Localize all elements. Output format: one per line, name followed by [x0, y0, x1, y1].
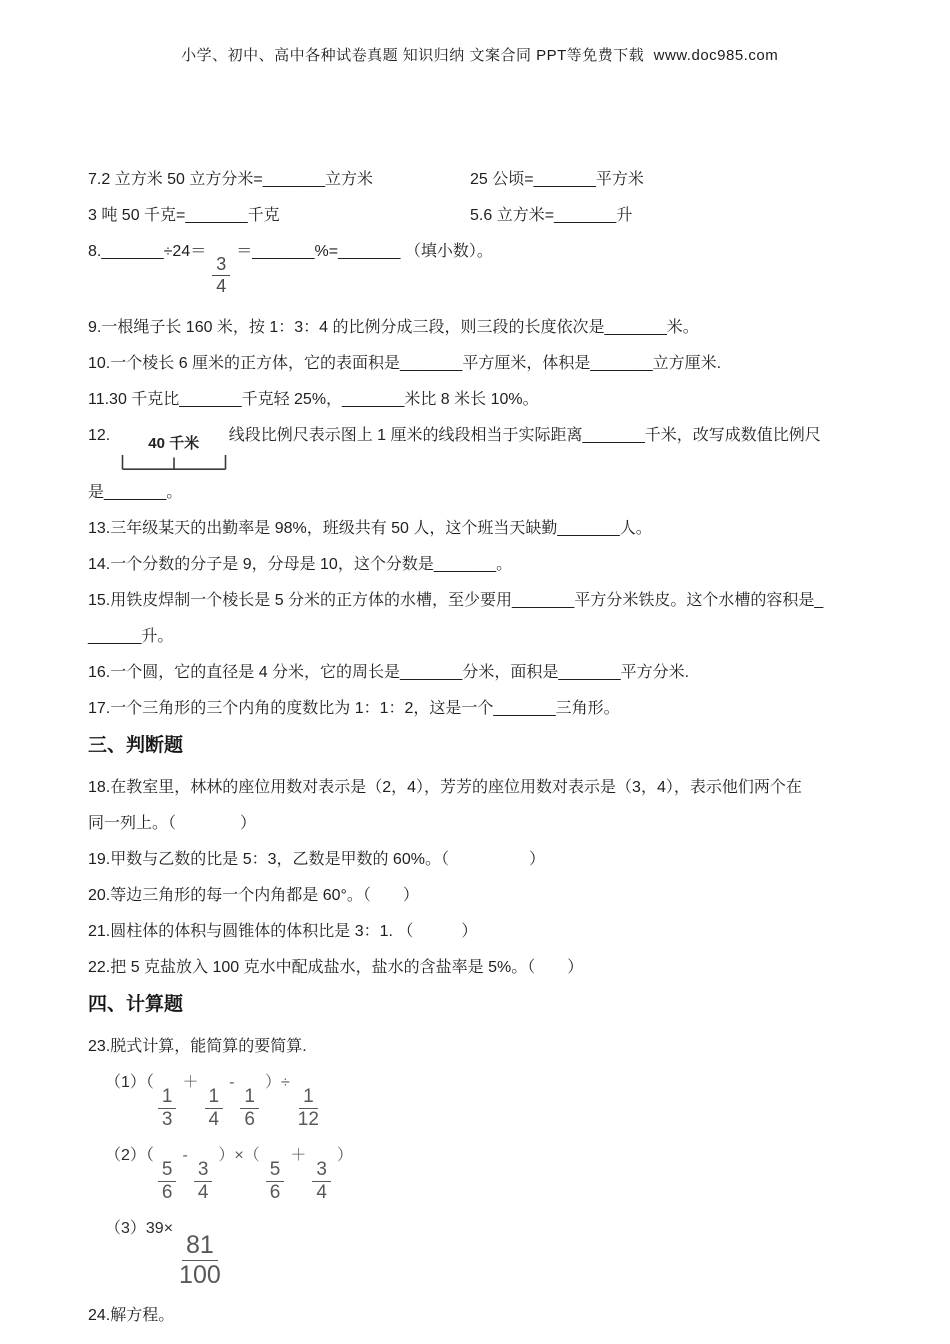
scale-bar-figure: [121, 435, 227, 471]
question-24: [88, 1305, 888, 1326]
fraction: [296, 1087, 321, 1131]
text-run: 22.把 5 克盐放入 100 克水中配成盐水，盐水的含盐率是 5%。（ ）: [88, 958, 584, 976]
text-run: 15.用铁皮焊制一个棱长是 5 分米的正方体的水槽，至少要用_______平方分米铁皮。这个水槽的容积是_: [88, 591, 824, 609]
fraction-denominator: 4: [216, 276, 227, 297]
question-23-expr-2: [88, 1145, 888, 1204]
question-11: [88, 389, 888, 410]
text-run: 11.30 千克比_______千克轻 25%，_______米比 8 米长 10%。: [88, 390, 539, 408]
text-run: ＋: [290, 1146, 307, 1164]
text-run: 12.: [88, 426, 115, 444]
text-run: 9.一根绳子长 160 米，按 1：3：4 的比例分成三段，则三段的长度依次是_______米。: [88, 318, 699, 336]
text-run: -: [229, 1073, 235, 1091]
question-8: [88, 241, 888, 297]
text-run: 5.6 立方米=_______升: [470, 207, 633, 224]
question-9: [88, 317, 888, 338]
text-run: 8._______÷24＝: [88, 243, 207, 260]
text-run: 同一列上。（ ）: [88, 814, 257, 832]
question-15: [88, 590, 888, 611]
fraction-numerator: 5: [158, 1160, 177, 1183]
question-23-expr-1: [88, 1072, 888, 1131]
text-run: 25 公顷=_______平方米: [470, 171, 644, 188]
fraction-numerator: 5: [266, 1160, 285, 1183]
fraction: [240, 1087, 259, 1131]
fraction-denominator: 4: [316, 1182, 327, 1204]
text-run: （3）39×: [105, 1219, 174, 1237]
fraction: [212, 255, 230, 297]
text-run: 10.一个棱长 6 厘米的正方体，它的表面积是_______平方厘米，体积是_______立方厘米.: [88, 354, 722, 372]
text-run: 16.一个圆，它的直径是 4 分米，它的周长是_______分米，面积是_______平方分米.: [88, 663, 690, 681]
text-run: 是_______。: [88, 483, 183, 501]
question-15-line2: [88, 626, 888, 647]
fraction-numerator: 3: [312, 1160, 331, 1183]
text-run: （1）（: [105, 1073, 154, 1091]
question-19: [88, 849, 888, 870]
text-run: ＋: [182, 1073, 199, 1091]
text-run: 14.一个分数的分子是 9，分母是 10，这个分数是_______。: [88, 555, 513, 573]
fraction-denominator: 6: [244, 1109, 255, 1131]
question-21: [88, 921, 888, 942]
text-run: ＝_______%=_______ （填小数）。: [236, 243, 493, 260]
question-16: [88, 662, 888, 683]
question-12-line2: [88, 482, 888, 503]
text-run: ）×（: [218, 1146, 260, 1164]
fraction: [266, 1160, 285, 1204]
question-22: [88, 957, 888, 978]
question-18: [88, 777, 888, 798]
section-heading-judgment: [88, 734, 888, 758]
site-header-text: 小学、初中、高中各种试卷真题 知识归纳 文案合同 PPT等免费下载 www.doc985.com: [181, 47, 779, 64]
question-18-line2: [88, 813, 888, 834]
text-run: -: [182, 1146, 188, 1164]
fraction-denominator: 6: [269, 1182, 281, 1204]
fraction-denominator: 4: [208, 1109, 220, 1131]
question-23: [88, 1036, 888, 1057]
text-run: 13.三年级某天的出勤率是 98%，班级共有 50 人，这个班当天缺勤_______人。: [88, 519, 652, 537]
fraction-numerator: 1: [299, 1087, 318, 1110]
fraction-numerator: 3: [212, 255, 230, 276]
text-run: ）÷: [264, 1073, 290, 1091]
text-run: 20.等边三角形的每一个内角都是 60°。（ ）: [88, 886, 419, 904]
section-heading-calculation: [88, 993, 888, 1017]
question-23-expr-3: [88, 1218, 888, 1289]
text-run: 三、判断题: [88, 734, 184, 756]
text-run: 7.2 立方米 50 立方分米=_______立方米: [88, 171, 374, 188]
text-run: 19.甲数与乙数的比是 5：3，乙数是甲数的 60%。（ ）: [88, 850, 545, 868]
fraction: [177, 1232, 223, 1289]
fraction-numerator: 1: [205, 1087, 224, 1110]
document-content: [88, 169, 888, 1326]
scale-bar-label: 40 千米: [148, 434, 200, 452]
text-run: 18.在教室里，林林的座位用数对表示是（2，4），芳芳的座位用数对表示是（3，4），表示他们两个在: [88, 778, 802, 796]
text-run: ）: [336, 1146, 353, 1164]
fraction-numerator: 1: [158, 1087, 177, 1110]
fraction: [194, 1160, 213, 1204]
text-run: 17.一个三角形的三个内角的度数比为 1：1：2，这是一个_______三角形。: [88, 699, 620, 717]
fraction-numerator: 1: [240, 1087, 259, 1110]
text-run: 23.脱式计算，能简算的要简算.: [88, 1037, 307, 1055]
fraction-denominator: 100: [179, 1260, 221, 1289]
question-10: [88, 353, 888, 374]
text-run: 3 吨 50 千克=_______千克: [88, 207, 280, 224]
text-run: ______升。: [88, 627, 174, 645]
fraction-denominator: 6: [161, 1182, 173, 1204]
question-20: [88, 885, 888, 906]
scale-bar-icon: [121, 454, 227, 471]
question-line: [88, 169, 888, 190]
fraction: [312, 1160, 331, 1204]
text-run: 线段比例尺表示图上 1 厘米的线段相当于实际距离_______千米，改写成数值比例尺: [228, 426, 821, 444]
fraction-numerator: 81: [182, 1232, 218, 1261]
fraction: [205, 1087, 224, 1131]
question-12: [88, 425, 888, 471]
text-run: 21.圆柱体的体积与圆锥体的体积比是 3：1. （ ）: [88, 922, 478, 940]
fraction-numerator: 3: [194, 1160, 213, 1183]
fraction-denominator: 4: [197, 1182, 209, 1204]
text-run: 24.解方程。: [88, 1306, 175, 1324]
site-header: [0, 0, 950, 65]
fraction-denominator: 12: [297, 1109, 319, 1131]
question-line: [88, 205, 888, 226]
question-17: [88, 698, 888, 719]
question-14: [88, 554, 888, 575]
fraction: [158, 1160, 177, 1204]
text-run: （2）（: [105, 1146, 154, 1164]
text-run: 四、计算题: [88, 993, 184, 1015]
fraction: [158, 1087, 177, 1131]
fraction-denominator: 3: [161, 1109, 173, 1131]
question-13: [88, 518, 888, 539]
